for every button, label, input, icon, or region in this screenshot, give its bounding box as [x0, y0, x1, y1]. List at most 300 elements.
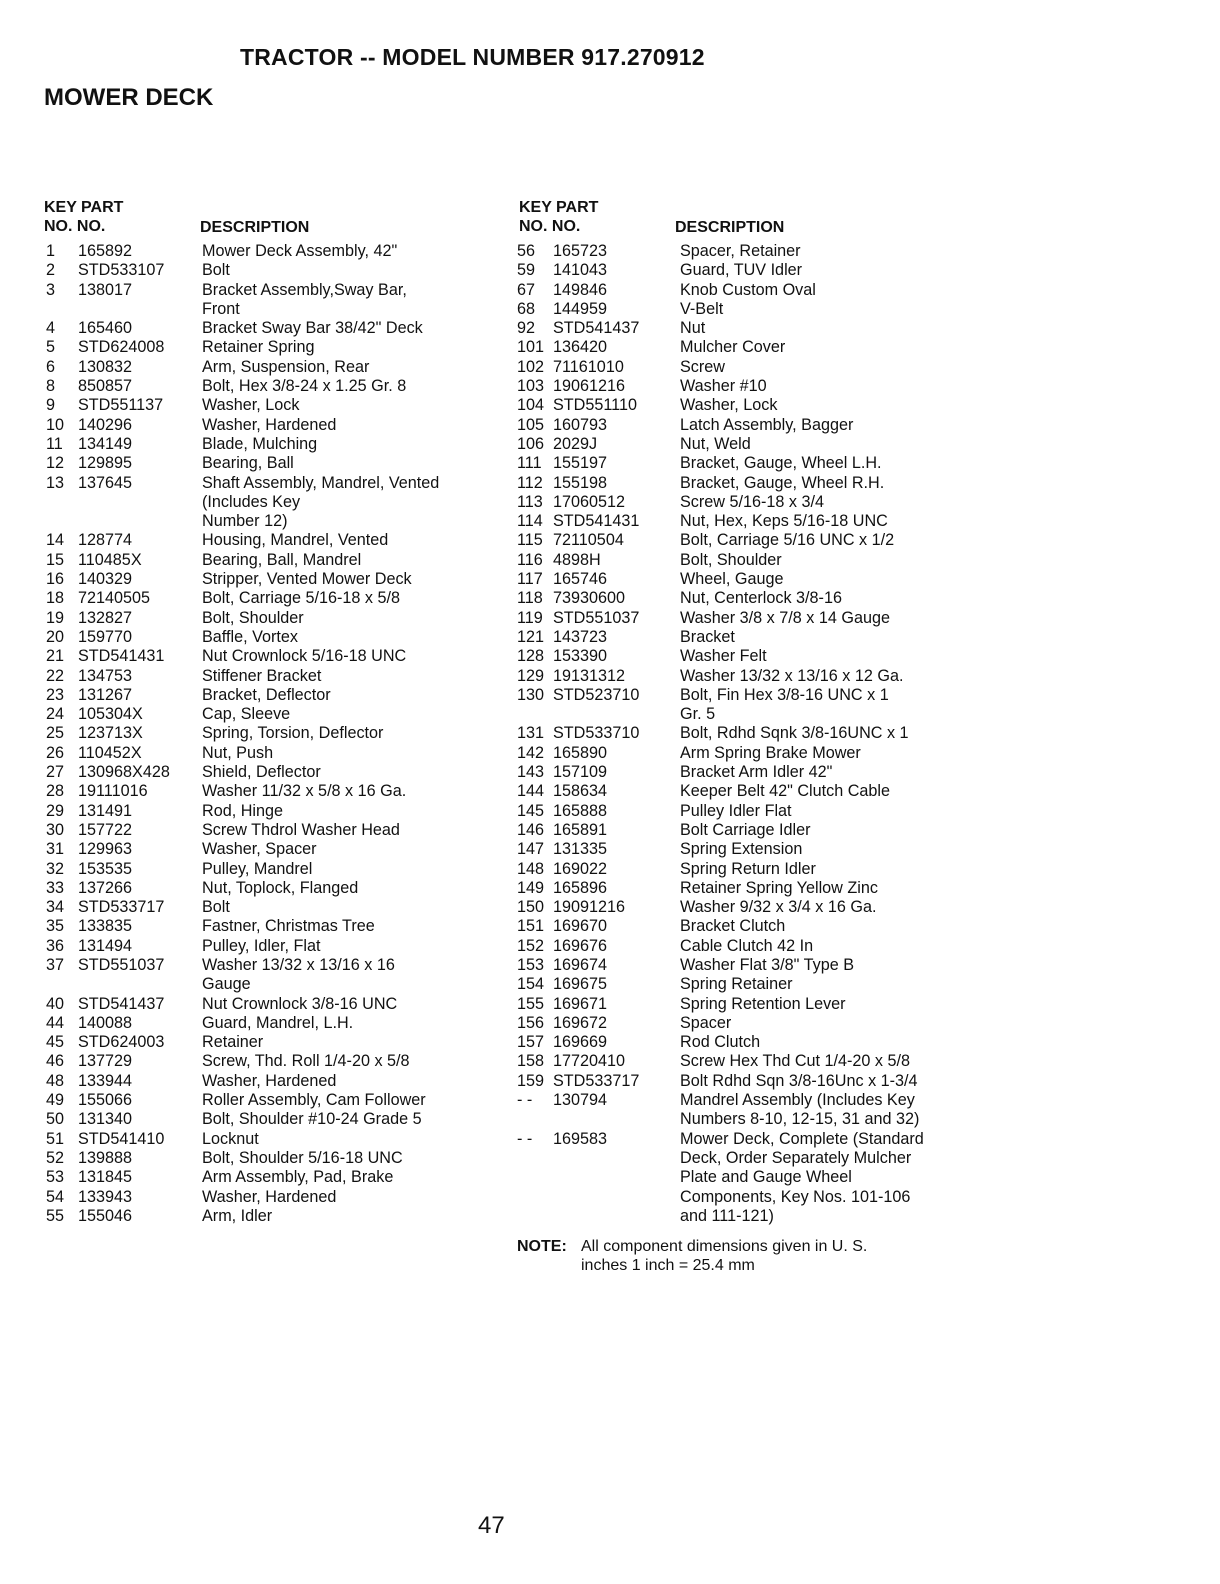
part-description: Spring Return Idler — [680, 859, 816, 878]
part-number: 19061216 — [553, 377, 626, 396]
table-row — [517, 744, 957, 763]
part-description: Shaft Assembly, Mandrel, Vented (Includes Key Number 12) — [202, 473, 440, 531]
table-row — [517, 609, 957, 628]
part-description: Nut Crownlock 3/8-16 UNC — [202, 994, 398, 1013]
table-row — [517, 551, 957, 570]
key-number: 23 — [46, 685, 65, 704]
part-description: V-Belt — [680, 299, 724, 318]
part-description: Bolt, Shoulder 5/16-18 UNC — [202, 1148, 403, 1167]
table-row — [517, 628, 957, 647]
header-key-part-label: KEY PART — [44, 199, 124, 216]
key-number: 117 — [517, 570, 543, 589]
part-description: Screw — [680, 357, 725, 376]
part-number: 131491 — [78, 801, 133, 820]
table-row — [517, 242, 957, 261]
key-number: 118 — [517, 589, 543, 608]
table-row — [517, 879, 957, 898]
key-number: 35 — [46, 917, 65, 936]
table-row — [517, 995, 957, 1014]
key-number: 148 — [517, 859, 545, 878]
table-row — [42, 261, 502, 280]
table-row — [42, 531, 502, 550]
part-number: STD541437 — [553, 319, 640, 338]
key-number: 27 — [46, 763, 65, 782]
key-number: 37 — [46, 955, 65, 974]
part-description: Spring, Torsion, Deflector — [202, 724, 384, 743]
table-row — [42, 454, 502, 473]
key-number: 40 — [46, 994, 65, 1013]
key-number: 149 — [517, 878, 545, 897]
key-number: 157 — [517, 1033, 545, 1052]
key-number: 33 — [46, 878, 65, 897]
part-number: 137729 — [78, 1052, 133, 1071]
part-description: Bolt Rdhd Sqn 3/8-16Unc x 1-3/4 — [680, 1071, 918, 1090]
part-description: Nut, Toplock, Flanged — [202, 878, 359, 897]
part-description: Washer, Spacer — [202, 840, 317, 859]
key-number: 111 — [517, 454, 542, 473]
table-row — [42, 686, 502, 705]
key-number: 46 — [46, 1052, 65, 1071]
table-row — [42, 1052, 502, 1071]
part-description: Washer, Hardened — [202, 1071, 337, 1090]
part-description: Bolt, Shoulder — [202, 608, 304, 627]
key-number: 147 — [517, 840, 545, 859]
part-description: Bolt — [202, 261, 230, 280]
table-row — [42, 744, 502, 763]
part-number: STD533107 — [78, 261, 165, 280]
part-number: 139888 — [78, 1148, 133, 1167]
part-number: 169674 — [553, 955, 608, 974]
table-row — [517, 1052, 957, 1071]
part-description: Latch Assembly, Bagger — [680, 415, 854, 434]
table-row — [42, 609, 502, 628]
table-row — [42, 570, 502, 589]
table-row — [517, 338, 957, 357]
table-row — [42, 782, 502, 801]
part-number: 131267 — [78, 685, 133, 704]
key-number: 34 — [46, 898, 65, 917]
parts-table-left — [42, 198, 502, 1226]
page-title: TRACTOR -- MODEL NUMBER 917.270912 — [240, 44, 705, 70]
part-number: 133835 — [78, 917, 133, 936]
part-number: STD523710 — [553, 685, 640, 704]
part-description: Bracket Assembly,Sway Bar, Front — [202, 280, 407, 318]
key-number: 52 — [46, 1148, 65, 1167]
part-description: Washer 13/32 x 13/16 x 16 Gauge — [202, 955, 395, 994]
part-description: Arm, Idler — [202, 1206, 273, 1225]
part-description: Bolt, Carriage 5/16-18 x 5/8 — [202, 589, 400, 608]
part-description: Stripper, Vented Mower Deck — [202, 570, 412, 589]
key-number: - - — [517, 1129, 533, 1148]
table-row — [517, 724, 957, 743]
part-description: Washer, Lock — [680, 396, 778, 415]
key-number: 143 — [517, 763, 545, 782]
part-description: Spacer — [680, 1013, 732, 1032]
part-number: 160793 — [553, 415, 608, 434]
part-description: Wheel, Gauge — [680, 570, 784, 589]
part-number: 155198 — [553, 473, 608, 492]
part-number: STD551037 — [553, 608, 640, 627]
table-row — [517, 281, 957, 300]
key-number: 54 — [46, 1187, 65, 1206]
part-description: Bolt, Rdhd Sqnk 3/8-16UNC x 1 — [680, 724, 909, 743]
key-number: 146 — [517, 820, 545, 839]
key-number: 116 — [517, 550, 543, 569]
key-number: 3 — [46, 280, 56, 299]
key-number: 26 — [46, 743, 65, 762]
part-description: Washer 13/32 x 13/16 x 12 Ga. — [680, 666, 904, 685]
part-number: 159770 — [78, 627, 133, 646]
part-number: 169675 — [553, 975, 608, 994]
part-number: 165896 — [553, 878, 608, 897]
table-row — [42, 1130, 502, 1149]
table-row — [517, 975, 957, 994]
part-number: 169669 — [553, 1033, 608, 1052]
key-part-header — [44, 198, 123, 236]
part-number: 131340 — [78, 1110, 133, 1129]
part-number: 165888 — [553, 801, 608, 820]
part-number: 165746 — [553, 570, 608, 589]
table-row — [517, 840, 957, 859]
table-row — [42, 474, 502, 532]
table-row — [517, 1014, 957, 1033]
table-row — [42, 763, 502, 782]
part-description: Stiffener Bracket — [202, 666, 322, 685]
parts-table-right — [517, 198, 957, 1226]
key-number: 151 — [517, 917, 545, 936]
key-number: 142 — [517, 743, 545, 762]
key-number: 101 — [517, 338, 545, 357]
part-number: STD551037 — [78, 955, 165, 974]
part-number: 169676 — [553, 936, 608, 955]
key-number: 25 — [46, 724, 65, 743]
key-number: 51 — [46, 1129, 65, 1148]
part-number: 134753 — [78, 666, 133, 685]
part-number: 130794 — [553, 1091, 608, 1110]
table-row — [517, 647, 957, 666]
part-number: 153535 — [78, 859, 133, 878]
left-rows — [42, 242, 502, 1226]
key-number: 131 — [517, 724, 545, 743]
key-number: 32 — [46, 859, 65, 878]
part-description: Cable Clutch 42 In — [680, 936, 814, 955]
part-description: Guard, Mandrel, L.H. — [202, 1013, 354, 1032]
part-number: STD533710 — [553, 724, 640, 743]
table-row — [42, 667, 502, 686]
part-description: Pulley, Idler, Flat — [202, 936, 321, 955]
part-number: 140329 — [78, 570, 133, 589]
part-description: Locknut — [202, 1129, 259, 1148]
table-row — [517, 474, 957, 493]
table-row — [42, 338, 502, 357]
part-description: Guard, TUV Idler — [680, 261, 803, 280]
table-row — [42, 821, 502, 840]
part-description: Washer 9/32 x 3/4 x 16 Ga. — [680, 898, 877, 917]
part-description: Rod Clutch — [680, 1033, 761, 1052]
part-description: Washer Flat 3/8" Type B — [680, 955, 854, 974]
part-description: Keeper Belt 42" Clutch Cable — [680, 782, 891, 801]
key-number: 2 — [46, 261, 56, 280]
part-number: 165892 — [78, 242, 133, 260]
table-row — [517, 802, 957, 821]
part-number: 169670 — [553, 917, 608, 936]
description-header: DESCRIPTION — [675, 219, 785, 236]
part-description: Bracket Clutch — [680, 917, 786, 936]
part-description: Spring Retainer — [680, 975, 793, 994]
part-number: 169583 — [553, 1129, 608, 1148]
table-row — [517, 763, 957, 782]
table-row — [517, 821, 957, 840]
key-number: 105 — [517, 415, 545, 434]
table-row — [517, 396, 957, 415]
table-header — [42, 198, 502, 242]
table-row — [42, 995, 502, 1014]
table-row — [42, 396, 502, 415]
part-number: 4898H — [553, 550, 601, 569]
part-number: 123713X — [78, 724, 143, 743]
part-description: Bolt, Hex 3/8-24 x 1.25 Gr. 8 — [202, 377, 407, 396]
part-description: Spring Extension — [680, 840, 803, 859]
part-description: Washer, Hardened — [202, 415, 337, 434]
part-description: Rod, Hinge — [202, 801, 283, 820]
part-description: Washer, Lock — [202, 396, 300, 415]
key-number: 153 — [517, 955, 545, 974]
part-number: 129963 — [78, 840, 133, 859]
part-description: Retainer Spring — [202, 338, 315, 357]
part-number: 165890 — [553, 743, 608, 762]
table-row — [517, 416, 957, 435]
note-text: All component dimensions given in U. S. inches 1 inch = 25.4 mm — [581, 1238, 868, 1274]
part-number: 144959 — [553, 299, 608, 318]
table-row — [42, 377, 502, 396]
part-number: 19111016 — [78, 782, 148, 801]
table-row — [42, 1091, 502, 1110]
table-row — [42, 647, 502, 666]
key-number: 30 — [46, 820, 65, 839]
part-number: 133943 — [78, 1187, 133, 1206]
part-number: 71161010 — [553, 357, 624, 376]
dimension-note — [517, 1237, 867, 1275]
table-row — [42, 705, 502, 724]
table-row — [517, 589, 957, 608]
part-number: 165723 — [553, 242, 608, 260]
key-number: 20 — [46, 627, 65, 646]
part-number: 17720410 — [553, 1052, 626, 1071]
key-number: 56 — [517, 242, 536, 260]
part-number: 157722 — [78, 820, 133, 839]
table-row — [517, 1033, 957, 1052]
key-number: 112 — [517, 473, 543, 492]
part-description: Spacer, Retainer — [680, 242, 801, 260]
part-number: 130832 — [78, 357, 133, 376]
key-number: 115 — [517, 531, 543, 550]
key-number: 49 — [46, 1091, 65, 1110]
part-description: Arm Assembly, Pad, Brake — [202, 1168, 394, 1187]
key-number: 159 — [517, 1071, 545, 1090]
table-row — [42, 898, 502, 917]
key-number: 6 — [46, 357, 56, 376]
key-number: 114 — [517, 512, 543, 531]
key-number: 130 — [517, 685, 545, 704]
part-number: 17060512 — [553, 492, 626, 511]
table-row — [42, 1014, 502, 1033]
part-number: 157109 — [553, 763, 608, 782]
part-description: Washer 11/32 x 5/8 x 16 Ga. — [202, 782, 407, 801]
part-number: STD624003 — [78, 1033, 165, 1052]
key-number: 31 — [46, 840, 65, 859]
key-number: - - — [517, 1091, 533, 1110]
key-number: 16 — [46, 570, 65, 589]
part-number: 19131312 — [553, 666, 626, 685]
part-description: Screw Thdrol Washer Head — [202, 820, 400, 839]
part-number: 19091216 — [553, 898, 626, 917]
part-description: Nut, Push — [202, 743, 274, 762]
part-description: Bracket Arm Idler 42" — [680, 763, 833, 782]
key-number: 8 — [46, 377, 56, 396]
part-description: Mandrel Assembly (Includes Key Numbers 8-10, 12-15, 31 and 32) — [680, 1091, 920, 1129]
table-row — [42, 242, 502, 261]
key-number: 21 — [46, 647, 65, 666]
part-number: STD541431 — [78, 647, 165, 666]
part-number: 2029J — [553, 434, 598, 453]
key-number: 13 — [46, 473, 65, 492]
table-row — [517, 358, 957, 377]
table-row — [517, 570, 957, 589]
key-number: 29 — [46, 801, 65, 820]
part-number: 155066 — [78, 1091, 133, 1110]
key-number: 44 — [46, 1013, 65, 1032]
part-number: 149846 — [553, 280, 608, 299]
table-row — [517, 531, 957, 550]
table-row — [517, 261, 957, 280]
table-row — [42, 802, 502, 821]
table-row — [517, 667, 957, 686]
part-description: Washer #10 — [680, 377, 767, 396]
key-number: 129 — [517, 666, 545, 685]
table-row — [42, 917, 502, 936]
part-number: 140296 — [78, 415, 133, 434]
key-number: 14 — [46, 531, 65, 550]
part-number: 128774 — [78, 531, 133, 550]
key-number: 113 — [517, 492, 543, 511]
part-number: 169672 — [553, 1013, 608, 1032]
part-description: Bolt Carriage Idler — [680, 820, 811, 839]
part-number: 72140505 — [78, 589, 151, 608]
table-row — [42, 1207, 502, 1226]
part-number: 140088 — [78, 1013, 133, 1032]
table-row — [517, 686, 957, 725]
part-description: Screw 5/16-18 x 3/4 — [680, 492, 824, 511]
part-description: Mulcher Cover — [680, 338, 786, 357]
part-description: Pulley Idler Flat — [680, 801, 792, 820]
part-description: Bolt, Carriage 5/16 UNC x 1/2 — [680, 531, 895, 550]
part-description: Knob Custom Oval — [680, 280, 816, 299]
part-description: Nut, Centerlock 3/8-16 — [680, 589, 842, 608]
key-number: 45 — [46, 1033, 65, 1052]
header-no-label: NO. NO. — [44, 218, 106, 235]
table-row — [517, 435, 957, 454]
key-number: 152 — [517, 936, 545, 955]
table-row — [517, 898, 957, 917]
part-description: Bearing, Ball, Mandrel — [202, 550, 362, 569]
part-number: 105304X — [78, 705, 143, 724]
key-number: 92 — [517, 319, 536, 338]
part-description: Mower Deck, Complete (Standard Deck, Order Separately Mulcher Plate and Gauge Wheel Components, Key Nos. 101-106 and 111-121) — [680, 1129, 924, 1225]
key-number: 144 — [517, 782, 545, 801]
part-description: Nut Crownlock 5/16-18 UNC — [202, 647, 407, 666]
key-number: 24 — [46, 705, 65, 724]
key-number: 5 — [46, 338, 56, 357]
key-number: 28 — [46, 782, 65, 801]
table-row — [42, 840, 502, 859]
part-number: 165891 — [553, 820, 608, 839]
key-number: 19 — [46, 608, 65, 627]
key-number: 128 — [517, 647, 545, 666]
part-description: Bolt — [202, 898, 230, 917]
note-label: NOTE: — [517, 1238, 567, 1255]
part-description: Bracket, Gauge, Wheel R.H. — [680, 473, 885, 492]
table-row — [42, 1072, 502, 1091]
table-row — [517, 512, 957, 531]
key-number: 22 — [46, 666, 65, 685]
table-row — [42, 937, 502, 956]
part-description: Bearing, Ball — [202, 454, 294, 473]
part-number: STD541410 — [78, 1129, 165, 1148]
table-row — [517, 860, 957, 879]
part-description: Nut, Weld — [680, 434, 751, 453]
table-row — [517, 300, 957, 319]
key-number: 11 — [46, 434, 63, 453]
part-description: Screw Hex Thd Cut 1/4-20 x 5/8 — [680, 1052, 911, 1071]
part-number: 136420 — [553, 338, 608, 357]
key-number: 155 — [517, 994, 545, 1013]
part-description: Pulley, Mandrel — [202, 859, 313, 878]
key-number: 36 — [46, 936, 65, 955]
part-description: Blade, Mulching — [202, 434, 318, 453]
table-row — [517, 1072, 957, 1091]
key-number: 158 — [517, 1052, 545, 1071]
key-number: 48 — [46, 1071, 65, 1090]
table-row — [517, 1130, 957, 1226]
table-row — [517, 319, 957, 338]
table-row — [42, 1168, 502, 1187]
key-number: 106 — [517, 434, 545, 453]
table-row — [42, 724, 502, 743]
key-number: 119 — [517, 608, 543, 627]
part-number: 155197 — [553, 454, 608, 473]
part-number: STD624008 — [78, 338, 165, 357]
table-row — [517, 377, 957, 396]
part-number: STD541431 — [553, 512, 640, 531]
key-number: 154 — [517, 975, 545, 994]
table-row — [42, 435, 502, 454]
part-number: STD551110 — [553, 396, 637, 415]
table-row — [517, 454, 957, 473]
table-row — [42, 628, 502, 647]
page-number: 47 — [478, 1512, 505, 1539]
table-row — [517, 493, 957, 512]
key-number: 104 — [517, 396, 545, 415]
key-number: 18 — [46, 589, 65, 608]
table-row — [42, 860, 502, 879]
part-number: 155046 — [78, 1206, 133, 1225]
table-row — [42, 1188, 502, 1207]
key-number: 68 — [517, 299, 536, 318]
part-number: STD533717 — [78, 898, 165, 917]
part-description: Bolt, Shoulder — [680, 550, 782, 569]
part-number: 131335 — [553, 840, 608, 859]
part-number: 133944 — [78, 1071, 133, 1090]
